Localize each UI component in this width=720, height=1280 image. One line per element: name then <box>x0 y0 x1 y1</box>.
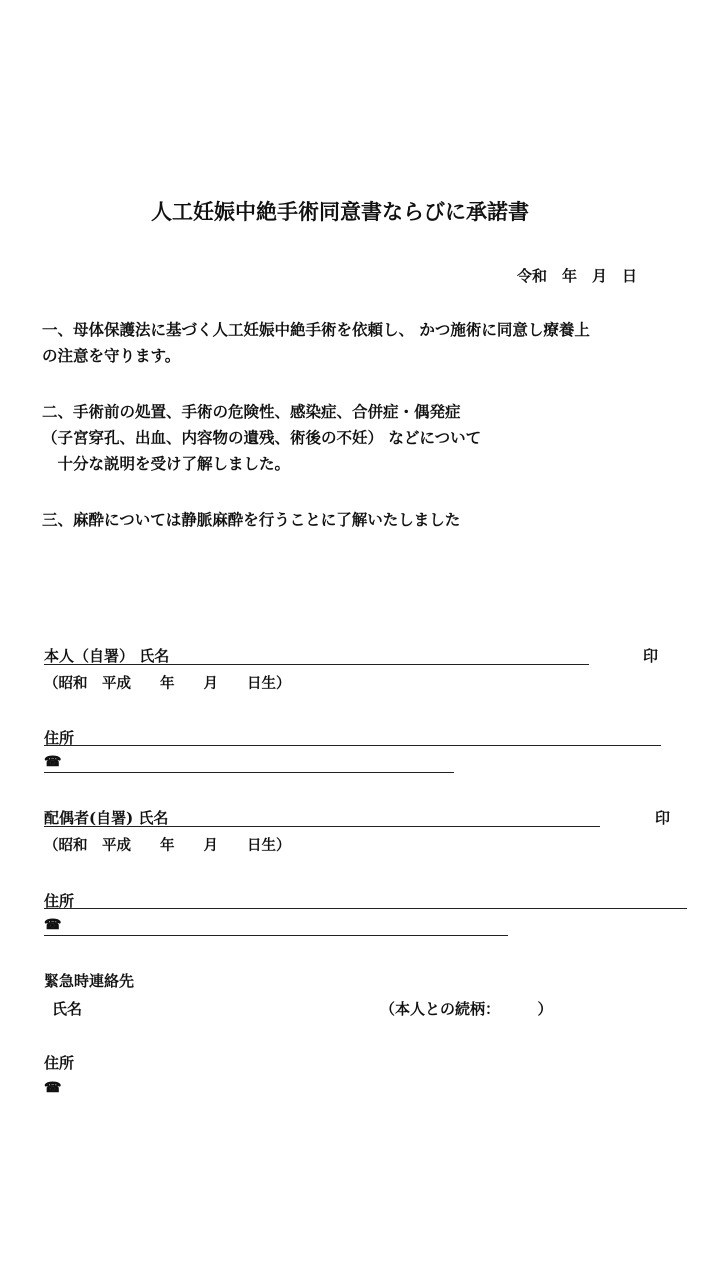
clause-1-line-1: 一、母体保護法に基づく人工妊娠中絶手術を依頼し、 かつ施術に同意し療養上 <box>42 320 590 339</box>
spouse-address-line[interactable] <box>44 908 687 909</box>
self-phone-icon: ☎ <box>44 754 62 770</box>
spouse-name-label: 配偶者(自署) 氏名 <box>44 809 169 827</box>
emergency-name-label: 氏名 <box>52 1000 83 1018</box>
self-name-line[interactable] <box>44 664 589 665</box>
self-name-label: 本人（自署） 氏名 <box>44 647 170 665</box>
emergency-address-label: 住所 <box>44 1054 75 1072</box>
self-seal: 印 <box>643 647 659 665</box>
date-line: 令和 年 月 日 <box>517 267 638 285</box>
clause-2 <box>42 399 481 477</box>
emergency-phone-icon: ☎ <box>44 1080 62 1096</box>
spouse-address-label: 住所 <box>44 892 75 910</box>
self-phone-line[interactable] <box>44 772 454 773</box>
spouse-phone-icon: ☎ <box>44 917 62 933</box>
emergency-relation: （本人との続柄： ） <box>380 1000 553 1018</box>
spouse-seal: 印 <box>655 809 671 827</box>
clause-1-line-2: の注意を守ります。 <box>42 346 181 365</box>
emergency-heading: 緊急時連絡先 <box>44 972 135 990</box>
clause-1 <box>42 317 590 369</box>
spouse-birth: （昭和 平成 年 月 日生） <box>44 837 291 854</box>
clause-3 <box>42 507 460 533</box>
spouse-name-line[interactable] <box>44 826 600 827</box>
self-address-line[interactable] <box>44 745 661 746</box>
document-title: 人工妊娠中絶手術同意書ならびに承諾書 <box>151 199 529 224</box>
clause-2-line-2: （子宮穿孔、出血、内容物の遺残、術後の不妊） などについて <box>42 428 482 447</box>
self-address-label: 住所 <box>44 729 75 747</box>
spouse-phone-line[interactable] <box>44 935 508 936</box>
clause-2-line-3: 十分な説明を受け了解しました。 <box>42 454 291 473</box>
self-birth: （昭和 平成 年 月 日生） <box>44 675 291 692</box>
clause-2-line-1: 二、手術前の処置、手術の危険性、感染症、合併症・偶発症 <box>42 402 461 421</box>
clause-3-line-1: 三、麻酔については静脈麻酔を行うことに了解いたしました <box>42 510 461 529</box>
